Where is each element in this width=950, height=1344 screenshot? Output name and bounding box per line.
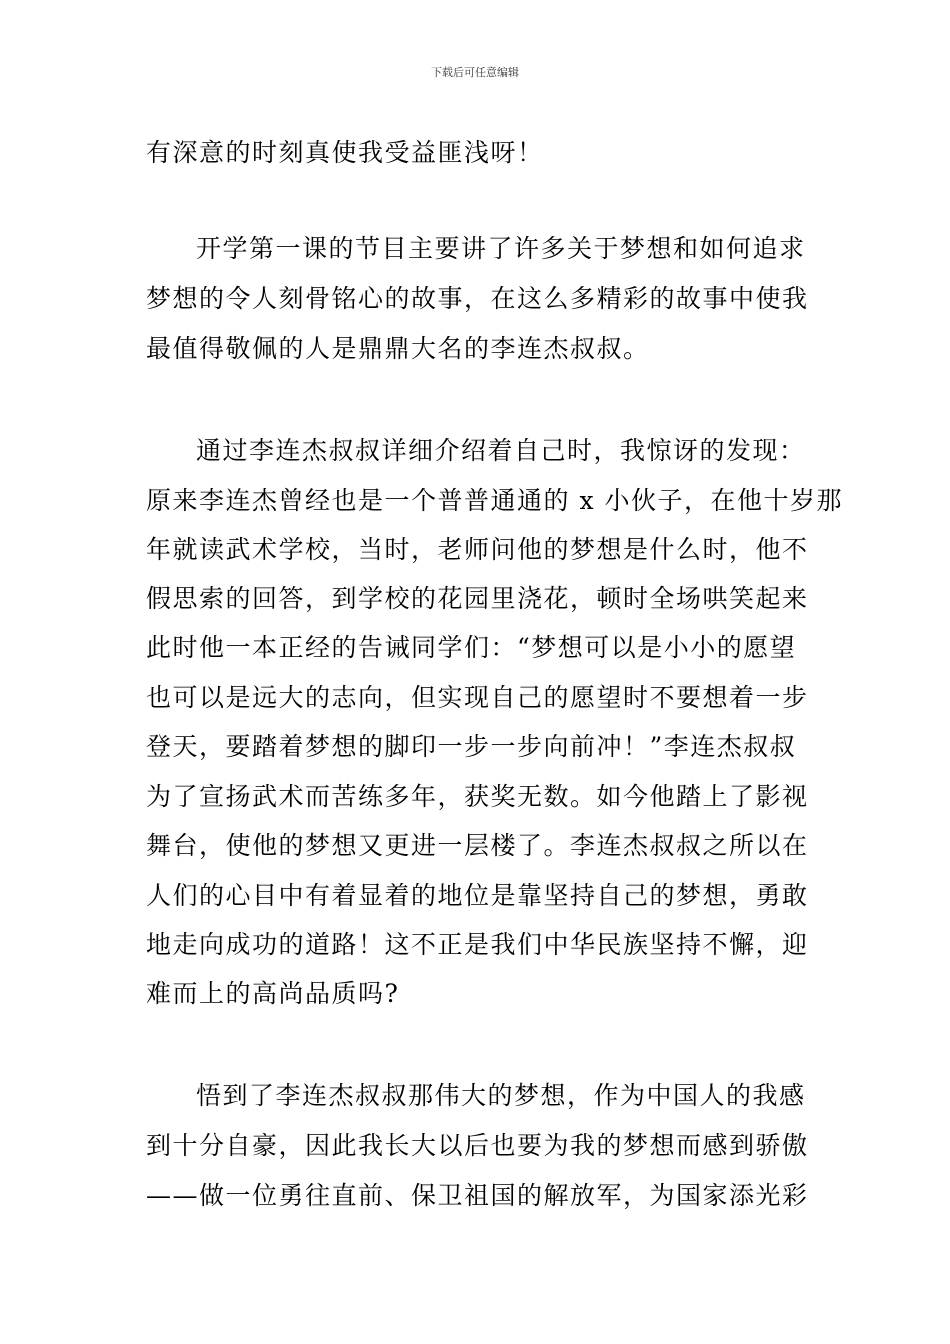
paragraph-first-line: 悟到了李连杰叔叔那伟大的梦想，作为中国人的我感 — [196, 1081, 806, 1110]
text-line: 有深意的时刻真使我受益匪浅呀！ — [146, 138, 544, 167]
text-line: 最值得敬佩的人是鼎鼎大名的李连杰叔叔。 — [146, 334, 650, 363]
text-line: 人们的心目中有着显着的地位是靠坚持自己的梦想，勇敢 — [146, 881, 809, 910]
page-header: 下载后可任意编辑 — [431, 66, 519, 79]
paragraph-first-line: 通过李连杰叔叔详细介绍着自己时，我惊讶的发现： — [196, 436, 806, 465]
text-line: 难而上的高尚品质吗? — [146, 979, 400, 1008]
text-line: 原来李连杰曾经也是一个普普通通的 x 小伙子，在他十岁那 — [146, 486, 843, 515]
text-line: 地走向成功的道路！这不正是我们中华民族坚持不懈，迎 — [146, 930, 809, 959]
text-line: 为了宣扬武术而苦练多年，获奖无数。如今他踏上了影视 — [146, 782, 809, 811]
text-line: 年就读武术学校，当时，老师问他的梦想是什么时，他不 — [146, 535, 809, 564]
text-line: 舞台，使他的梦想又更进一层楼了。李连杰叔叔之所以在 — [146, 831, 809, 860]
text-line: 假思索的回答，到学校的花园里浇花，顿时全场哄笑起来 — [146, 584, 809, 613]
text-line: ——做一位勇往直前、保卫祖国的解放军，为国家添光彩 — [146, 1181, 809, 1210]
text-line: 此时他一本正经的告诫同学们：“梦想可以是小小的愿望 — [146, 633, 797, 662]
text-line: 登天，要踏着梦想的脚印一步一步向前冲！”李连杰叔叔 — [146, 732, 797, 761]
text-line: 到十分自豪，因此我长大以后也要为我的梦想而感到骄傲 — [146, 1131, 809, 1160]
text-line: 梦想的令人刻骨铭心的故事，在这么多精彩的故事中使我 — [146, 284, 809, 313]
text-line: 也可以是远大的志向，但实现自己的愿望时不要想着一步 — [146, 683, 809, 712]
paragraph-first-line: 开学第一课的节目主要讲了许多关于梦想和如何追求 — [196, 234, 806, 263]
